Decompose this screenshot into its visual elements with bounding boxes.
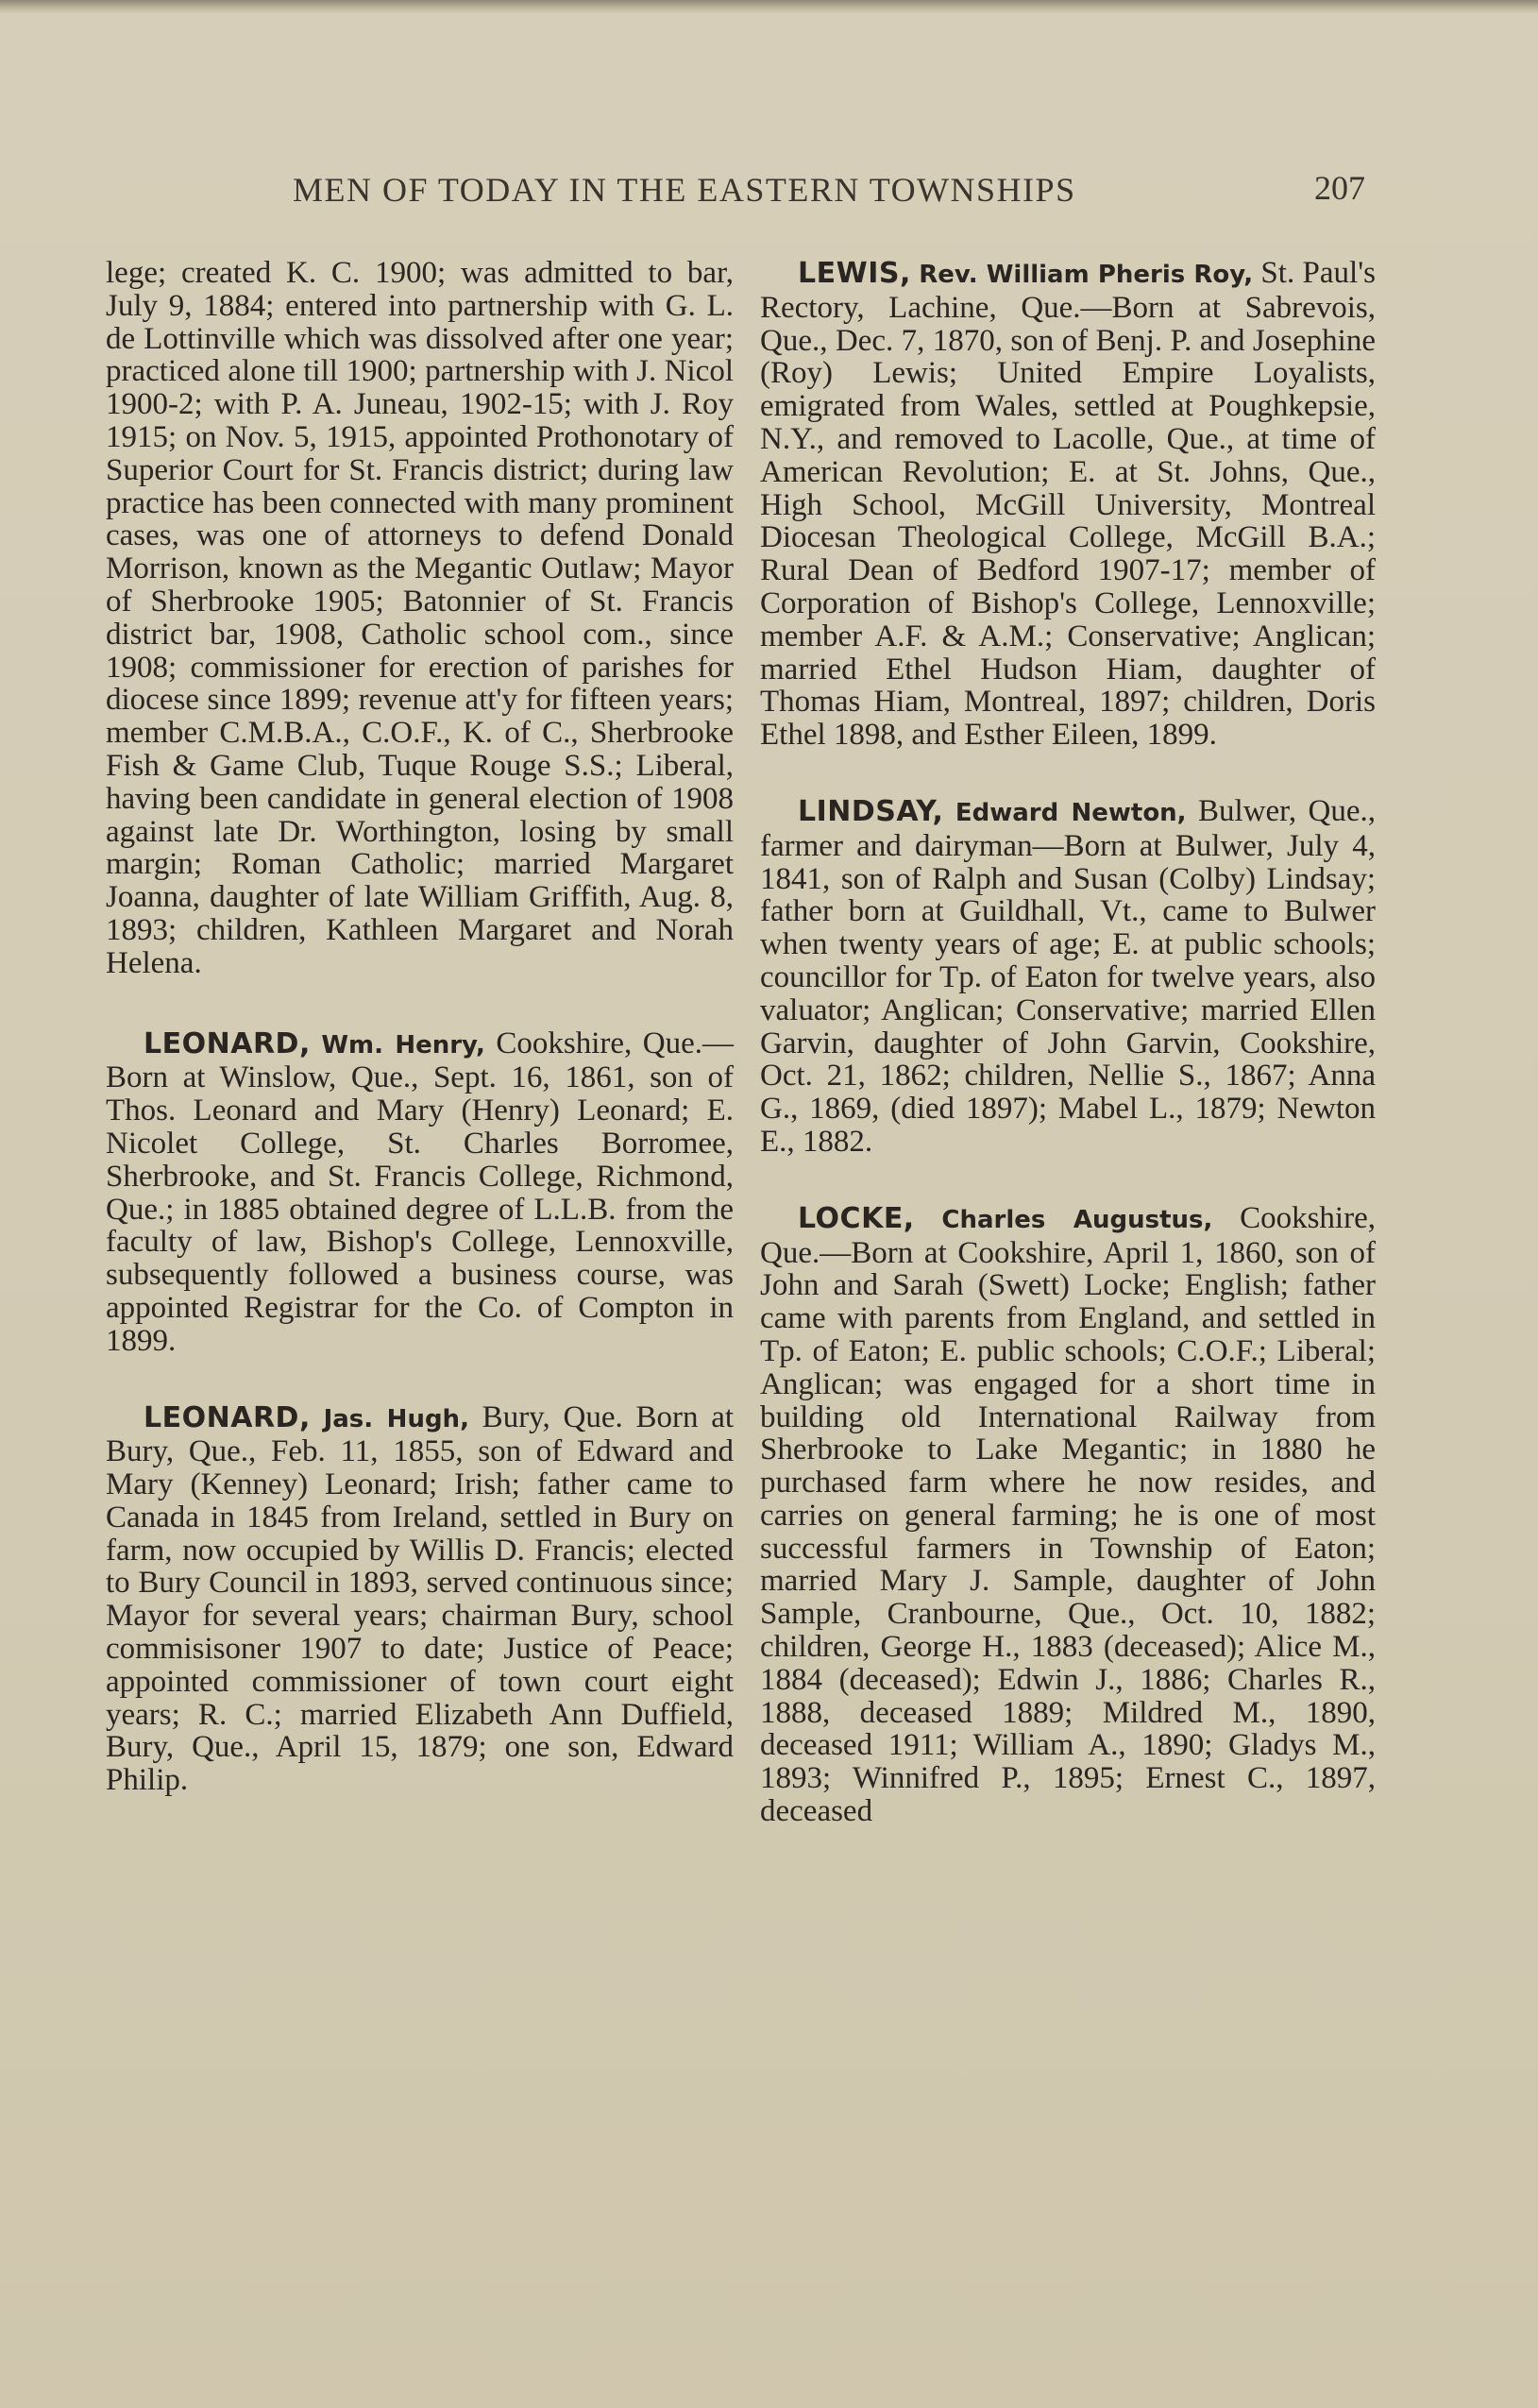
entry-given-name: Rev. William Pheris Roy,: [919, 261, 1254, 289]
biography-entry-leonard-wm-henry: [106, 1027, 734, 1358]
page-top-edge: [0, 0, 1538, 13]
running-head: MEN OF TODAY IN THE EASTERN TOWNSHIPS: [293, 171, 1076, 209]
biography-entry-locke: [760, 1202, 1376, 1828]
entry-body: Cookshire, Que.—Born at Winslow, Que., Sept. 16, 1861, son of Thos. Leonard and Mary (Henry) Leonard; E. Nicolet College, St. Charles Borromee, Sherbrooke, and St. Francis College, Richmond, Que.; in 1885 obtained degree of L.L.B. from the faculty of law, Bishop's College, Lennoxville, subsequently followed a business course, was appointed Registrar for the Co. of Compton in 1899.: [106, 1026, 735, 1358]
left-column: [106, 257, 734, 1840]
entry-given-name: Edward Newton,: [955, 798, 1187, 827]
page-number: 207: [1314, 169, 1365, 207]
entry-given-name: Charles Augustus,: [941, 1205, 1213, 1234]
biography-entry-lindsay: [760, 795, 1376, 1159]
right-column: [760, 257, 1376, 1872]
continued-entry: lege; created K. C. 1900; was admitted to bar, July 9, 1884; entered into partnership with G. L. de Lottinville which was dissolved after one year; practiced alone till 1900; partnership with J. Nicol 1900-2; with P. A. Juneau, 1902-15; with J. Roy 1915; on Nov. 5, 1915, appointed Prothonotary of Superior Court for St. Francis district; during law practice has been connected with many prominent cases, was one of attorneys to defend Donald Morrison, known as the Megantic Outlaw; Mayor of Sherbrooke 1905; Batonnier of St. Francis district bar, 1908, Catholic school com., since 1908; commissioner for erection of parishes for diocese since 1899; revenue att'y for fifteen years; member C.M.B.A., C.O.F., K. of C., Sherbrooke Fish & Game Club, Tuque Rouge S.S.; Liberal, having been candidate in general election of 1908 against late Dr. Worthington, losing by small margin; Roman Catholic; married Margaret Joanna, daughter of late William Griffith, Aug. 8, 1893; children, Kathleen Margaret and Norah Helena.: [106, 256, 734, 980]
biography-entry-leonard-jas-hugh: [106, 1401, 734, 1798]
entry-surname: LINDSAY,: [798, 794, 944, 828]
entry-body: Bulwer, Que., farmer and dairyman—Born at Bulwer, July 4, 1841, son of Ralph and Susan (Colby) Lindsay; father born at Guildhall, Vt., came to Bulwer when twenty years of age; E. at public schools; councillor for Tp. of Eaton for twelve years, also valuator; Anglican; Conservative; married Ellen Garvin, daughter of John Garvin, Cookshire, Oct. 21, 1862; children, Nellie S., 1867; Anna G., 1869, (died 1897); Mabel L., 1879; Newton E., 1882.: [760, 793, 1377, 1159]
entry-surname: LEONARD,: [144, 1400, 311, 1434]
entry-surname: LEWIS,: [798, 257, 911, 290]
entry-body: Bury, Que. Born at Bury, Que., Feb. 11, 1855, son of Edward and Mary (Kenney) Leonard; Irish; father came to Canada in 1845 from Ireland, settled in Bury on farm, now occupied by Willis D. Francis; elected to Bury Council in 1893, served continuous since; Mayor for several years; chairman Bury, school commisisoner 1907 to date; Justice of Peace; appointed commissioner of town court eight years; R. C.; married Elizabeth Ann Duffield, Bury, Que., April 15, 1879; one son, Edward Philip.: [106, 1399, 735, 1798]
entry-surname: LOCKE,: [798, 1201, 915, 1235]
entry-body: Cookshire, Que.—Born at Cookshire, April 1, 1860, son of John and Sarah (Swett) Locke; English; father came with parents from England, and settled in Tp. of Eaton; E. public schools; C.O.F.; Liberal; Anglican; was engaged for a short time in building old International Railway from Sherbrooke to Lake Megantic; in 1880 he purchased farm where he now resides, and carries on general farming; he is one of most successful farmers in Township of Eaton; married Mary J. Sample, daughter of John Sample, Cranbourne, Que., Oct. 10, 1882; children, George H., 1883 (deceased); Alice M., 1884 (deceased); Edwin J., 1886; Charles R., 1888, deceased 1889; Mildred M., 1890, deceased 1911; William A., 1890; Gladys M., 1893; Winnifred P., 1895; Ernest C., 1897, deceased: [760, 1200, 1376, 1829]
entry-surname: LEONARD,: [144, 1026, 311, 1060]
biography-entry-lewis: [760, 257, 1376, 752]
entry-given-name: Jas. Hugh,: [323, 1404, 469, 1433]
entry-body: St. Paul's Rectory, Lachine, Que.—Born at Sabrevois, Que., Dec. 7, 1870, son of Benj. P. and Josephine (Roy) Lewis; United Empire Loyalists, emigrated from Wales, settled at Poughkepsie, N.Y., and removed to Lacolle, Que., at time of American Revolution; E. at St. Johns, Que., High School, McGill University, Montreal Diocesan Theological College, McGill B.A.; Rural Dean of Bedford 1907-17; member of Corporation of Bishop's College, Lennoxville; member A.F. & A.M.; Conservative; Anglican; married Ethel Hudson Hiam, daughter of Thomas Hiam, Montreal, 1897; children, Doris Ethel 1898, and Esther Eileen, 1899.: [760, 256, 1376, 753]
entry-given-name: Wm. Henry,: [321, 1030, 485, 1060]
